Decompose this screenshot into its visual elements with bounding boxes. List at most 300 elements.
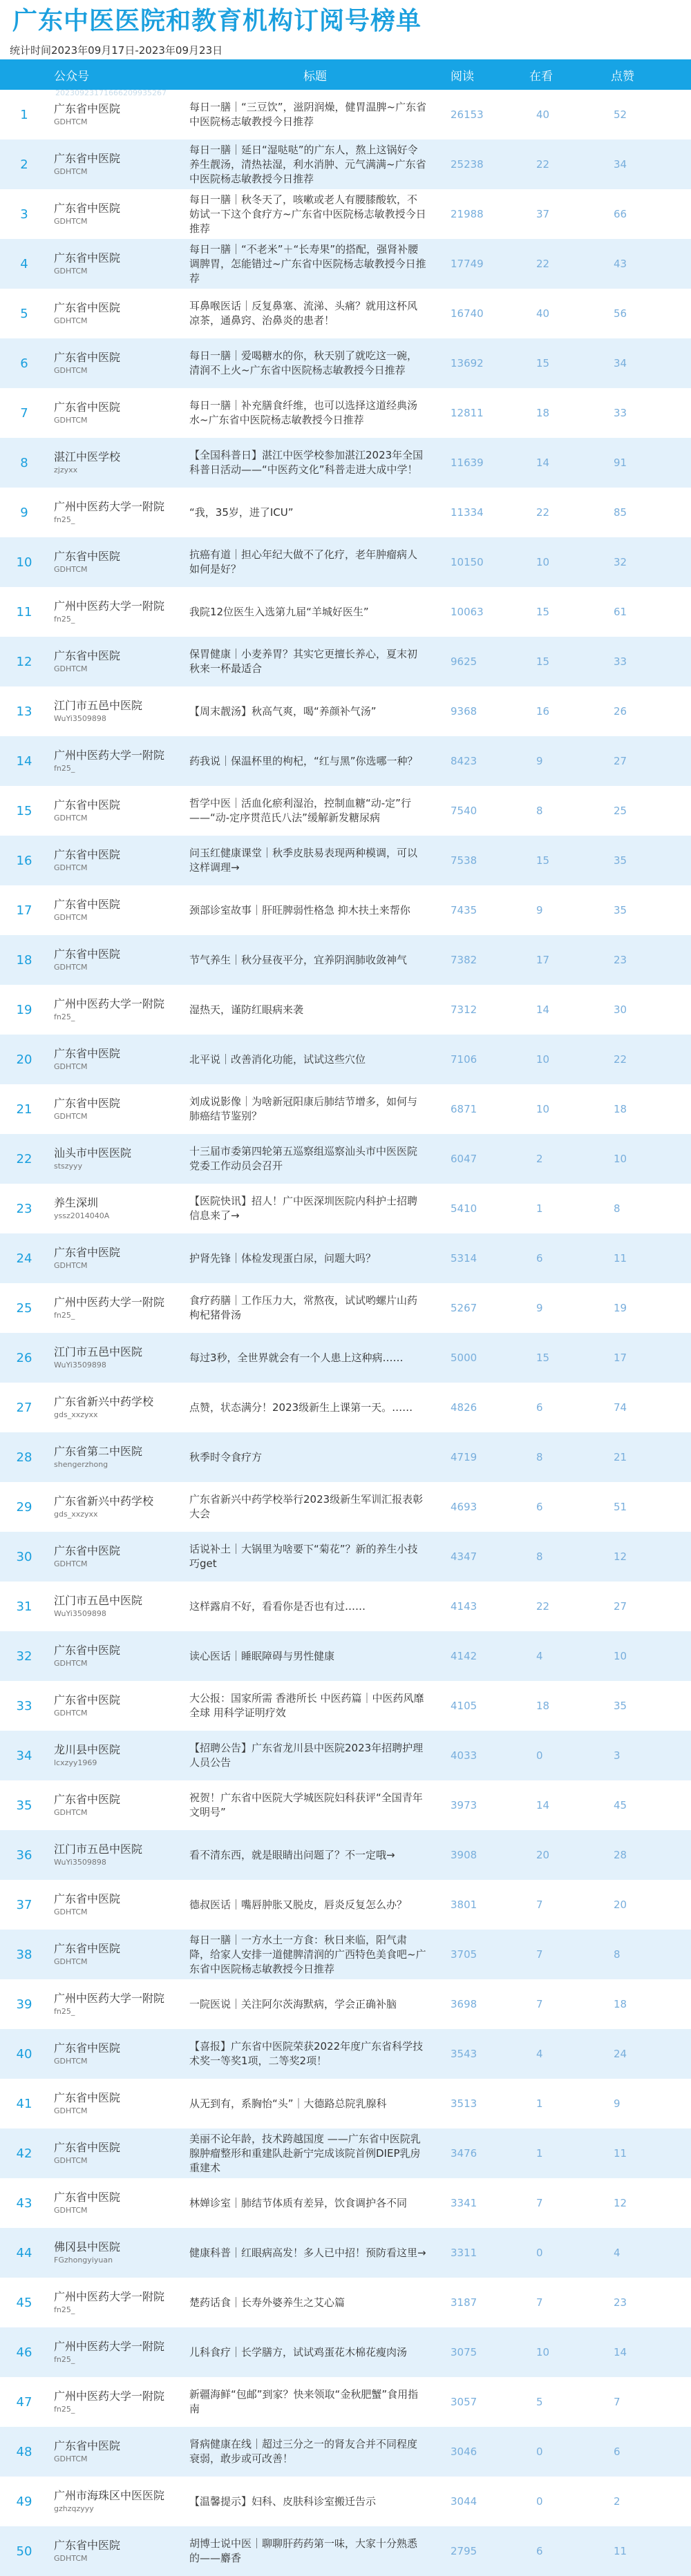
account-name[interactable]: 广州中医药大学一附院 bbox=[54, 749, 165, 762]
article-title-link[interactable]: 健康科普｜红眼病高发！多人已中招！预防看这里→ bbox=[189, 2246, 426, 2259]
article-title-link[interactable]: 【周末靓汤】秋高气爽，喝“养颜补气汤” bbox=[189, 704, 377, 718]
article-title-link[interactable]: 【招聘公告】广东省龙川县中医院2023年招聘护理人员公告 bbox=[189, 1742, 424, 1769]
account-name[interactable]: 广东省中医院 bbox=[54, 2141, 121, 2154]
article-title-link[interactable]: 【医院快讯】招人！广中医深圳医院内科护士招聘信息来了→ bbox=[189, 1195, 418, 1222]
account-name[interactable]: 广东省中医院 bbox=[54, 251, 121, 265]
account-cell[interactable] bbox=[48, 935, 182, 985]
account-name[interactable]: 广东省中医院 bbox=[54, 1097, 121, 1110]
reads-value: 7312 bbox=[451, 1003, 477, 1016]
title-cell[interactable] bbox=[182, 686, 448, 736]
table-row[interactable] bbox=[0, 587, 691, 637]
account-name[interactable]: 广东省中医院 bbox=[54, 1544, 121, 1557]
account-name[interactable]: 广州中医药大学一附院 bbox=[54, 2290, 165, 2303]
account-name[interactable]: 江门市五邑中医院 bbox=[54, 1345, 143, 1358]
table-row[interactable] bbox=[0, 1880, 691, 1930]
table-row[interactable] bbox=[0, 1532, 691, 1582]
title-cell[interactable] bbox=[182, 2327, 448, 2377]
title-cell[interactable] bbox=[182, 885, 448, 935]
title-cell[interactable] bbox=[182, 140, 448, 189]
likes-cell bbox=[601, 885, 691, 935]
table-row[interactable] bbox=[0, 2526, 691, 2576]
account-name[interactable]: 广州中医药大学一附院 bbox=[54, 2340, 165, 2353]
account-cell[interactable] bbox=[48, 1432, 182, 1482]
article-title-link[interactable]: 每日一膳｜延日“湿哒哒”的广东人，熬上这锅好令养生靓汤，清热祛湿，利水消肿、元气满满~广东省中医院杨志敏教授今日推荐 bbox=[189, 143, 426, 185]
article-title-link[interactable]: 刘成说影像｜为啥新冠阳康后肺结节增多，如何与肺癌结节鉴别？ bbox=[189, 1095, 418, 1122]
account-name[interactable]: 广东省中医院 bbox=[54, 202, 121, 215]
account-name[interactable]: 江门市五邑中医院 bbox=[54, 1843, 143, 1856]
article-title-link[interactable]: 湿热天，谨防红眼病来袭 bbox=[189, 1003, 304, 1016]
article-title-link[interactable]: 祝贺！广东省中医院大学城医院妇科获评“全国青年文明号” bbox=[189, 1791, 423, 1818]
article-title-link[interactable]: 每日一膳｜爱喝糖水的你，秋天别了就吃这一碗，清润不上火~广东省中医院杨志敏教授今日推荐 bbox=[189, 349, 418, 376]
title-cell[interactable] bbox=[182, 1880, 448, 1930]
account-name[interactable]: 广东省中医院 bbox=[54, 2539, 121, 2552]
article-title-link[interactable]: 【喜报】广东省中医院荣获2022年度广东省科学技术奖一等奖1项，二等奖2项！ bbox=[189, 2040, 424, 2067]
rank-cell bbox=[0, 637, 48, 686]
account-cell[interactable] bbox=[48, 537, 182, 587]
account-cell[interactable] bbox=[48, 2427, 182, 2477]
reads-cell bbox=[448, 2526, 522, 2576]
account-cell[interactable] bbox=[48, 2377, 182, 2427]
rank-cell bbox=[0, 836, 48, 885]
account-name[interactable]: 广州中医药大学一附院 bbox=[54, 997, 165, 1010]
account-name[interactable]: 广东省中医院 bbox=[54, 798, 121, 811]
account-cell[interactable] bbox=[48, 1979, 182, 2029]
account-cell[interactable] bbox=[48, 189, 182, 239]
table-row[interactable] bbox=[0, 2228, 691, 2278]
article-title-link[interactable]: 食疗药膳｜工作压力大，常熬夜，试试哟螺片山药枸杞猪骨汤 bbox=[189, 1294, 418, 1321]
account-name[interactable]: 广州市海珠区中医医院 bbox=[54, 2489, 165, 2502]
account-name[interactable]: 广东省中医院 bbox=[54, 2191, 121, 2204]
account-name[interactable]: 广东省中医院 bbox=[54, 301, 121, 314]
title-cell[interactable] bbox=[182, 1979, 448, 2029]
rank-cell bbox=[0, 2128, 48, 2178]
likes-value: 22 bbox=[614, 1053, 627, 1066]
table-row[interactable] bbox=[0, 637, 691, 686]
account-name[interactable]: 广东省中医院 bbox=[54, 152, 121, 165]
likes-value: 30 bbox=[614, 1003, 627, 1016]
account-name[interactable]: 广东省中医院 bbox=[54, 898, 121, 911]
title-cell[interactable] bbox=[182, 90, 448, 140]
article-title-link[interactable]: 每日一膳｜秋冬天了，咳嗽或老人有腰膝酸软，不妨试一下这个食疗方~广东省中医院杨志敏教授今日推荐 bbox=[189, 193, 426, 235]
table-row[interactable] bbox=[0, 786, 691, 836]
account-name[interactable]: 广东省中医院 bbox=[54, 401, 121, 414]
account-cell[interactable] bbox=[48, 2079, 182, 2128]
table-row[interactable] bbox=[0, 2178, 691, 2228]
article-title-link[interactable]: 点赞，状态满分！2023级新生上课第一天。…… bbox=[189, 1401, 413, 1414]
rank-number: 48 bbox=[16, 2444, 32, 2459]
title-cell[interactable] bbox=[182, 1532, 448, 1582]
account-cell[interactable] bbox=[48, 1482, 182, 1532]
title-cell[interactable] bbox=[182, 388, 448, 438]
table-row[interactable] bbox=[0, 239, 691, 289]
title-cell[interactable] bbox=[182, 239, 448, 289]
article-title-link[interactable]: 药我说｜保温杯里的枸杞，“红与黑”你选哪一种？ bbox=[189, 754, 418, 767]
account-cell[interactable] bbox=[48, 388, 182, 438]
account-cell[interactable] bbox=[48, 2029, 182, 2079]
title-cell[interactable] bbox=[182, 1681, 448, 1731]
table-row[interactable] bbox=[0, 836, 691, 885]
account-name[interactable]: 广州中医药大学一附院 bbox=[54, 2390, 165, 2403]
account-cell[interactable] bbox=[48, 1383, 182, 1432]
looking-cell bbox=[522, 289, 601, 338]
title-cell[interactable] bbox=[182, 2278, 448, 2327]
title-cell[interactable] bbox=[182, 1134, 448, 1184]
account-cell[interactable] bbox=[48, 1880, 182, 1930]
article-title-link[interactable]: 一院医说｜关注阿尔茨海默病，学会正确补脑 bbox=[189, 1997, 397, 2010]
rank-cell bbox=[0, 2526, 48, 2576]
table-row[interactable] bbox=[0, 1383, 691, 1432]
table-row[interactable] bbox=[0, 2128, 691, 2178]
table-row[interactable] bbox=[0, 686, 691, 736]
account-name[interactable]: 广东省中医院 bbox=[54, 2041, 121, 2055]
account-cell[interactable] bbox=[48, 1780, 182, 1830]
likes-value: 23 bbox=[614, 2296, 627, 2309]
title-cell[interactable] bbox=[182, 2029, 448, 2079]
account-cell[interactable] bbox=[48, 2178, 182, 2228]
looking-cell bbox=[522, 2079, 601, 2128]
table-row[interactable] bbox=[0, 1582, 691, 1631]
account-name[interactable]: 广东省中医院 bbox=[54, 1942, 121, 1955]
article-title-link[interactable]: 十三届市委第四轮第五巡察组巡察汕头市中医医院党委工作动员会召开 bbox=[189, 1145, 418, 1172]
account-cell[interactable] bbox=[48, 1631, 182, 1681]
article-title-link[interactable]: 看不清东西，就是眼睛出问题了？不一定哦→ bbox=[189, 1848, 395, 1861]
article-title-link[interactable]: 每日一膳｜一方水土一方食：秋日来临，阳气肃降，给家人安排一道健脾清润的广西特色美食吧~广东省中医院杨志敏教授今日推荐 bbox=[189, 1933, 426, 1975]
account-cell[interactable] bbox=[48, 1184, 182, 1233]
account-name[interactable]: 养生深圳 bbox=[54, 1196, 99, 1209]
article-title-link[interactable]: 我院12位医生入选第九届“羊城好医生” bbox=[189, 605, 369, 618]
table-row[interactable] bbox=[0, 1780, 691, 1830]
table-row[interactable] bbox=[0, 1184, 691, 1233]
account-name[interactable]: 广东省第二中医院 bbox=[54, 1445, 143, 1458]
looking-value: 7 bbox=[536, 2296, 543, 2309]
looking-cell bbox=[522, 1681, 601, 1731]
account-cell[interactable] bbox=[48, 587, 182, 637]
article-title-link[interactable]: 每日一膳｜“不老米”＋“长寿果”的搭配，强肾补腰调脾胃，怎能错过~广东省中医院杨志敏教授今日推荐 bbox=[189, 242, 426, 285]
account-name[interactable]: 广东省新兴中药学校 bbox=[54, 1395, 154, 1408]
title-cell[interactable] bbox=[182, 1383, 448, 1432]
rank-number: 36 bbox=[16, 1847, 32, 1863]
likes-cell bbox=[601, 786, 691, 836]
account-name[interactable]: 湛江中医学校 bbox=[54, 450, 121, 463]
table-row[interactable] bbox=[0, 338, 691, 388]
article-title-link[interactable]: 德叔医话｜嘴唇肿胀又脱皮，唇炎反复怎么办？ bbox=[189, 1898, 408, 1911]
table-row[interactable] bbox=[0, 935, 691, 985]
title-cell[interactable] bbox=[182, 1582, 448, 1631]
likes-value: 35 bbox=[614, 904, 627, 916]
account-name[interactable]: 广东省中医院 bbox=[54, 1892, 121, 1905]
table-row[interactable] bbox=[0, 1930, 691, 1979]
title-cell[interactable] bbox=[182, 1233, 448, 1283]
table-row[interactable] bbox=[0, 2327, 691, 2377]
table-row[interactable] bbox=[0, 438, 691, 488]
article-title-link[interactable]: 保胃健康｜小麦养胃？其实它更擅长养心，夏末初秋来一杯最适合 bbox=[189, 648, 418, 675]
article-title-link[interactable]: “我，35岁，进了ICU” bbox=[189, 506, 294, 519]
article-title-link[interactable]: 大公报：国家所需 香港所长 中医药篇｜中医药风靡全球 用科学证明疗效 bbox=[189, 1692, 424, 1719]
likes-value: 91 bbox=[614, 456, 627, 469]
reads-cell bbox=[448, 2128, 522, 2178]
title-cell[interactable] bbox=[182, 2128, 448, 2178]
account-cell[interactable] bbox=[48, 1582, 182, 1631]
account-cell[interactable] bbox=[48, 637, 182, 686]
account-cell[interactable] bbox=[48, 786, 182, 836]
title-cell[interactable] bbox=[182, 189, 448, 239]
rank-number: 13 bbox=[16, 704, 32, 719]
title-cell[interactable] bbox=[182, 1084, 448, 1134]
likes-value: 6 bbox=[614, 2445, 621, 2458]
title-cell[interactable] bbox=[182, 1482, 448, 1532]
account-cell[interactable] bbox=[48, 985, 182, 1035]
article-title-link[interactable]: 广东省新兴中药学校举行2023级新生军训汇报表彰大会 bbox=[189, 1493, 424, 1520]
title-cell[interactable] bbox=[182, 836, 448, 885]
account-cell[interactable] bbox=[48, 1930, 182, 1979]
title-cell[interactable] bbox=[182, 1780, 448, 1830]
account-name[interactable]: 汕头市中医医院 bbox=[54, 1146, 132, 1160]
account-name[interactable]: 广东省中医院 bbox=[54, 550, 121, 563]
article-title-link[interactable]: 肾病健康在线｜超过三分之一的肾友合并不同程度衰弱，敢步或可改善！ bbox=[189, 2438, 418, 2465]
likes-value: 61 bbox=[614, 606, 627, 618]
table-row[interactable] bbox=[0, 1731, 691, 1780]
account-cell[interactable] bbox=[48, 1233, 182, 1283]
article-title-link[interactable]: 每过3秒，全世界就会有一个人患上这种病…… bbox=[189, 1351, 404, 1364]
table-row[interactable] bbox=[0, 2427, 691, 2477]
account-cell[interactable] bbox=[48, 488, 182, 537]
account-cell[interactable] bbox=[48, 686, 182, 736]
looking-cell bbox=[522, 1333, 601, 1383]
article-title-link[interactable]: 耳鼻喉医话｜反复鼻塞、流涕、头痛？就用这杯风凉茶，通鼻窍、治鼻炎的患者！ bbox=[189, 300, 418, 327]
table-row[interactable] bbox=[0, 1333, 691, 1383]
rank-cell bbox=[0, 1979, 48, 2029]
account-name[interactable]: 广东省新兴中药学校 bbox=[54, 1494, 154, 1508]
account-cell[interactable] bbox=[48, 1532, 182, 1582]
title-cell[interactable] bbox=[182, 1283, 448, 1333]
title-cell[interactable] bbox=[182, 985, 448, 1035]
article-title-link[interactable]: 秋季时令食疗方 bbox=[189, 1450, 263, 1463]
account-cell[interactable] bbox=[48, 1681, 182, 1731]
article-title-link[interactable]: 哲学中医｜活血化瘀利湿治，控制血糖“动-定”行——“动-定序贯范氏八法”缓解新发糖尿病 bbox=[189, 797, 411, 824]
rank-cell bbox=[0, 985, 48, 1035]
table-row[interactable] bbox=[0, 488, 691, 537]
title-cell[interactable] bbox=[182, 438, 448, 488]
table-row[interactable] bbox=[0, 1681, 691, 1731]
account-cell[interactable] bbox=[48, 2477, 182, 2526]
rank-number: 49 bbox=[16, 2494, 32, 2509]
article-title-link[interactable]: 胡博士说中医｜聊聊肝药药第一味，大家十分熟悉的——麝香 bbox=[189, 2537, 418, 2564]
likes-value: 35 bbox=[614, 854, 627, 867]
rank-cell bbox=[0, 537, 48, 587]
table-row[interactable] bbox=[0, 2029, 691, 2079]
article-title-link[interactable]: 儿科食疗｜长学膳方，试试鸡蛋花木棉花瘦肉汤 bbox=[189, 2345, 408, 2358]
table-row[interactable] bbox=[0, 1482, 691, 1532]
title-cell[interactable] bbox=[182, 637, 448, 686]
article-title-link[interactable]: 护肾先锋｜体检发现蛋白尿，问题大吗？ bbox=[189, 1251, 377, 1265]
article-title-link[interactable]: 问玉红健康课堂｜秋季皮肤易表现两种模调，可以这样调理→ bbox=[189, 847, 418, 874]
account-name[interactable]: 江门市五邑中医院 bbox=[54, 699, 143, 712]
article-title-link[interactable]: 美丽不论年龄，技术跨越国度 ——广东省中医院乳腺肿瘤整形和重建队赴新宁完成该院首例DIEP乳房重建术 bbox=[189, 2132, 421, 2174]
account-name[interactable]: 广东省中医院 bbox=[54, 1246, 121, 1259]
title-cell[interactable] bbox=[182, 2477, 448, 2526]
table-row[interactable] bbox=[0, 1084, 691, 1134]
account-name[interactable]: 佛冈县中医院 bbox=[54, 2240, 121, 2253]
table-row[interactable] bbox=[0, 388, 691, 438]
account-cell[interactable] bbox=[48, 239, 182, 289]
table-row[interactable] bbox=[0, 289, 691, 338]
account-cell[interactable] bbox=[48, 2526, 182, 2576]
title-cell[interactable] bbox=[182, 587, 448, 637]
title-cell[interactable] bbox=[182, 1184, 448, 1233]
account-cell[interactable] bbox=[48, 736, 182, 786]
table-row[interactable] bbox=[0, 1283, 691, 1333]
looking-cell bbox=[522, 438, 601, 488]
reads-value: 3187 bbox=[451, 2296, 477, 2309]
table-row[interactable] bbox=[0, 1233, 691, 1283]
title-cell[interactable] bbox=[182, 1731, 448, 1780]
account-name[interactable]: 广东省中医院 bbox=[54, 2091, 121, 2104]
article-title-link[interactable]: 新疆海鲜“包邮”到家？快来领取“金秋肥蟹”食用指南 bbox=[189, 2388, 419, 2415]
article-title-link[interactable]: 颈部诊室故事｜肝旺脾弱性格急 抑木扶土来帮你 bbox=[189, 903, 410, 916]
looking-value: 10 bbox=[536, 1053, 550, 1066]
table-row[interactable] bbox=[0, 2278, 691, 2327]
reads-value: 5000 bbox=[451, 1352, 477, 1364]
likes-cell bbox=[601, 587, 691, 637]
account-name[interactable]: 广东省中医院 bbox=[54, 1793, 121, 1806]
title-cell[interactable] bbox=[182, 1930, 448, 1979]
account-name[interactable]: 广东省中医院 bbox=[54, 102, 121, 115]
rank-cell bbox=[0, 239, 48, 289]
account-name[interactable]: 广东省中医院 bbox=[54, 1644, 121, 1657]
rank-number: 45 bbox=[16, 2295, 32, 2310]
account-cell[interactable] bbox=[48, 1830, 182, 1880]
looking-value: 18 bbox=[536, 407, 550, 419]
article-title-link[interactable]: 节气养生｜秋分昼夜平分，宜养阴润肺收敛神气 bbox=[189, 953, 408, 966]
account-name[interactable]: 广东省中医院 bbox=[54, 1693, 121, 1707]
likes-value: 28 bbox=[614, 1849, 627, 1861]
title-cell[interactable] bbox=[182, 2178, 448, 2228]
title-cell[interactable] bbox=[182, 1631, 448, 1681]
looking-value: 7 bbox=[536, 2197, 543, 2209]
table-row[interactable] bbox=[0, 1631, 691, 1681]
account-name[interactable]: 广州中医药大学一附院 bbox=[54, 1296, 165, 1309]
title-cell[interactable] bbox=[182, 537, 448, 587]
account-cell[interactable] bbox=[48, 2278, 182, 2327]
account-cell[interactable] bbox=[48, 140, 182, 189]
article-title-link[interactable]: 北平说｜改善消化功能，试试这些穴位 bbox=[189, 1052, 366, 1066]
reads-value: 3698 bbox=[451, 1998, 477, 2010]
article-title-link[interactable]: 这样露肩不好，看看你是否也有过…… bbox=[189, 1599, 366, 1613]
column-header-reads: 阅读 bbox=[451, 69, 474, 84]
table-row[interactable] bbox=[0, 1035, 691, 1084]
likes-cell bbox=[601, 289, 691, 338]
account-cell[interactable] bbox=[48, 1084, 182, 1134]
title-cell[interactable] bbox=[182, 2079, 448, 2128]
account-name[interactable]: 广东省中医院 bbox=[54, 1047, 121, 1060]
title-cell[interactable] bbox=[182, 786, 448, 836]
article-title-link[interactable]: 读心医话｜睡眠障碍与男性健康 bbox=[189, 1649, 335, 1662]
account-name[interactable]: 广东省中医院 bbox=[54, 848, 121, 861]
account-cell[interactable] bbox=[48, 289, 182, 338]
table-row[interactable] bbox=[0, 1432, 691, 1482]
table-row[interactable] bbox=[0, 140, 691, 189]
table-header-row bbox=[0, 59, 691, 90]
article-title-link[interactable]: 话说补土｜大锅里为啥要下“菊花”？新的养生小技巧get bbox=[189, 1543, 418, 1570]
title-cell[interactable] bbox=[182, 1333, 448, 1383]
reads-value: 21988 bbox=[451, 208, 484, 220]
title-cell[interactable] bbox=[182, 2526, 448, 2576]
title-cell[interactable] bbox=[182, 2228, 448, 2278]
likes-cell bbox=[601, 1979, 691, 2029]
table-row[interactable] bbox=[0, 1979, 691, 2029]
account-name[interactable]: 广东省中医院 bbox=[54, 2439, 121, 2452]
table-row[interactable] bbox=[0, 885, 691, 935]
table-row[interactable] bbox=[0, 189, 691, 239]
title-cell[interactable] bbox=[182, 736, 448, 786]
article-title-link[interactable]: 【温馨提示】妇科、皮肤科诊室搬迁告示 bbox=[189, 2495, 377, 2508]
likes-value: 52 bbox=[614, 108, 627, 121]
table-row[interactable] bbox=[0, 1830, 691, 1880]
table-row[interactable] bbox=[0, 2079, 691, 2128]
article-title-link[interactable]: 每日一膳｜补充膳食纤维，也可以选择这道经典汤水~广东省中医院杨志敏教授今日推荐 bbox=[189, 399, 418, 426]
account-cell[interactable] bbox=[48, 1283, 182, 1333]
account-cell[interactable] bbox=[48, 438, 182, 488]
title-cell[interactable] bbox=[182, 1830, 448, 1880]
title-cell[interactable] bbox=[182, 2377, 448, 2427]
rank-cell bbox=[0, 1482, 48, 1532]
account-cell[interactable] bbox=[48, 2228, 182, 2278]
title-cell[interactable] bbox=[182, 935, 448, 985]
article-title-link[interactable]: 林婵诊室｜肺结节体质有差异，饮食调护各不同 bbox=[189, 2196, 408, 2209]
account-cell[interactable] bbox=[48, 2128, 182, 2178]
account-cell[interactable] bbox=[48, 1134, 182, 1184]
article-title-link[interactable]: 抗癌有道｜担心年纪大做不了化疗，老年肿瘤病人如何是好？ bbox=[189, 548, 418, 575]
reads-value: 9368 bbox=[451, 705, 477, 718]
table-row[interactable] bbox=[0, 1134, 691, 1184]
title-cell[interactable] bbox=[182, 2427, 448, 2477]
article-title-link[interactable]: 【全国科普日】湛江中医学校参加湛江2023年全国科普日活动——“中医药文化”科普走进大成中学！ bbox=[189, 449, 424, 476]
account-cell[interactable] bbox=[48, 2327, 182, 2377]
account-cell[interactable] bbox=[48, 1333, 182, 1383]
account-name[interactable]: 广东省中医院 bbox=[54, 351, 121, 364]
article-title-link[interactable]: 从无到有，系胸怡“头”｜大德路总院乳腺科 bbox=[189, 2097, 387, 2110]
title-cell[interactable] bbox=[182, 289, 448, 338]
title-cell[interactable] bbox=[182, 1432, 448, 1482]
account-cell[interactable] bbox=[48, 836, 182, 885]
title-cell[interactable] bbox=[182, 338, 448, 388]
account-id: GDHTCM bbox=[54, 664, 88, 673]
article-title-link[interactable]: 楚药话食｜长寿外婆养生之艾心篇 bbox=[189, 2296, 346, 2309]
account-cell[interactable] bbox=[48, 1731, 182, 1780]
account-name[interactable]: 广州中医药大学一附院 bbox=[54, 1992, 165, 2005]
title-cell[interactable] bbox=[182, 1035, 448, 1084]
account-name[interactable]: 广州中医药大学一附院 bbox=[54, 500, 165, 513]
account-name[interactable]: 广东省中医院 bbox=[54, 649, 121, 662]
looking-value: 0 bbox=[536, 1749, 543, 1762]
title-cell[interactable] bbox=[182, 488, 448, 537]
table-row[interactable] bbox=[0, 537, 691, 587]
article-title-link[interactable]: 每日一膳｜“三豆饮”，滋阴润燥，健胃温脾~广东省中医院杨志敏教授今日推荐 bbox=[189, 101, 427, 128]
reads-value: 5267 bbox=[451, 1302, 477, 1314]
account-name[interactable]: 江门市五邑中医院 bbox=[54, 1594, 143, 1607]
account-name[interactable]: 广州中医药大学一附院 bbox=[54, 599, 165, 613]
rank-number: 27 bbox=[16, 1400, 32, 1415]
account-cell[interactable] bbox=[48, 338, 182, 388]
account-cell[interactable] bbox=[48, 885, 182, 935]
account-cell[interactable] bbox=[48, 1035, 182, 1084]
account-name[interactable]: 龙川县中医院 bbox=[54, 1743, 121, 1756]
account-name[interactable]: 广东省中医院 bbox=[54, 948, 121, 961]
table-row[interactable] bbox=[0, 2377, 691, 2427]
table-row[interactable] bbox=[0, 736, 691, 786]
table-row[interactable] bbox=[0, 985, 691, 1035]
table-row[interactable] bbox=[0, 2477, 691, 2526]
